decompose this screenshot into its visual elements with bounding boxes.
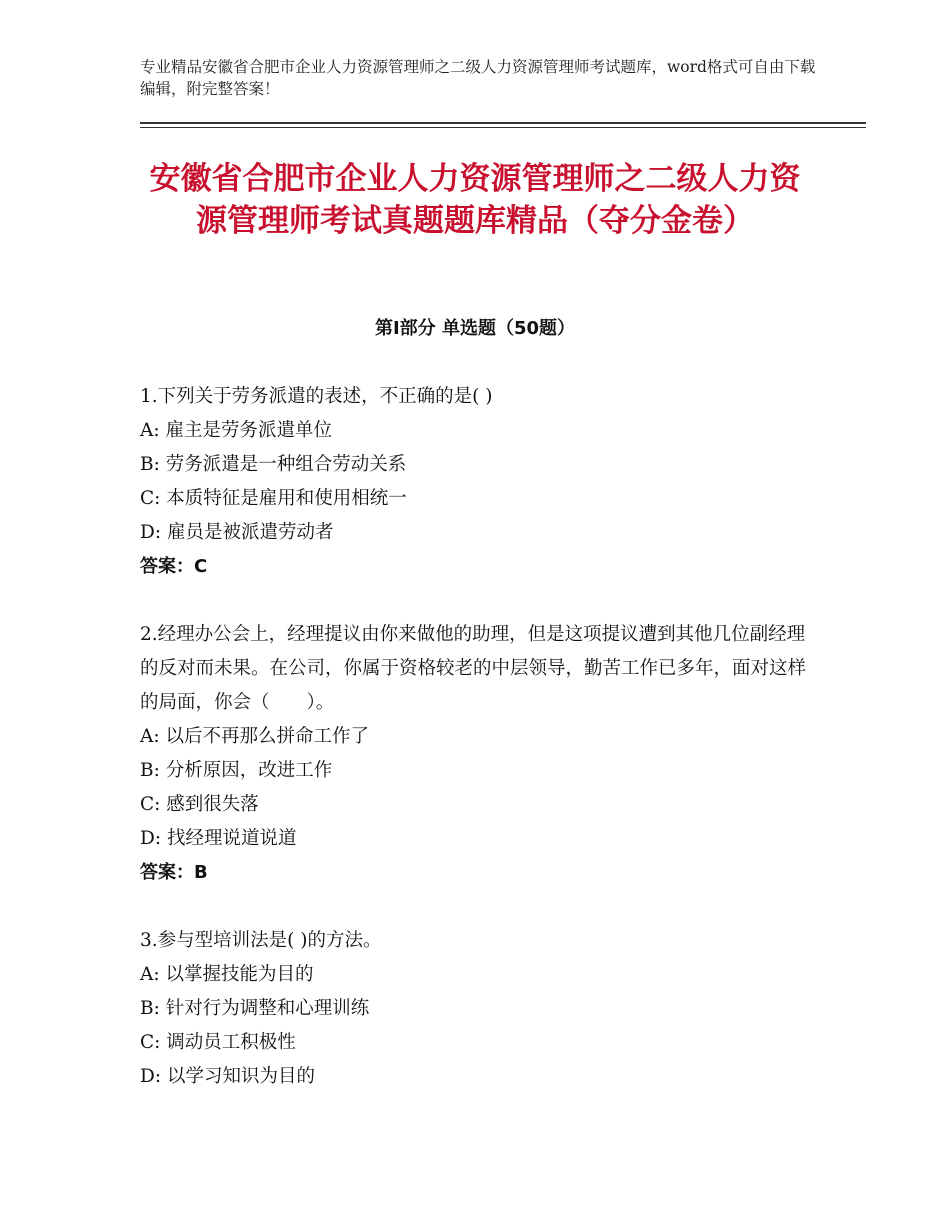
option-c: C: 本质特征是雇用和使用相统一	[140, 488, 407, 509]
question-stem: 3.参与型培训法是( )的方法。	[140, 930, 382, 951]
option-a: A: 以后不再那么拼命工作了	[140, 726, 369, 747]
option-d: D: 以学习知识为目的	[140, 1066, 315, 1087]
option-c: C: 调动员工积极性	[140, 1032, 296, 1053]
header-divider-thick	[140, 122, 866, 124]
option-b: B: 劳务派遣是一种组合劳动关系	[140, 454, 407, 475]
question-stem: 2.经理办公会上，经理提议由你来做他的助理，但是这项提议遭到其他几位副经理的反对而未果。在公司，你属于资格较老的中层领导，勤苦工作已多年，面对这样的局面，你会（ ）。	[140, 624, 807, 713]
question-stem: 1.下列关于劳务派遣的表述，不正确的是( )	[140, 386, 493, 407]
answer: 答案：B	[140, 862, 208, 883]
question-2	[140, 618, 810, 890]
option-a: A: 以掌握技能为目的	[140, 964, 314, 985]
question-3	[140, 924, 810, 1094]
option-b: B: 针对行为调整和心理训练	[140, 998, 370, 1019]
option-c: C: 感到很失落	[140, 794, 259, 815]
option-d: D: 找经理说道说道	[140, 828, 297, 849]
section-title: 第Ⅰ部分 单选题（50题）	[374, 318, 575, 339]
question-list	[140, 380, 810, 1128]
header-note: 专业精品安徽省合肥市企业人力资源管理师之二级人力资源管理师考试题库，word格式可自由下载编辑，附完整答案！	[140, 58, 816, 98]
option-b: B: 分析原因，改进工作	[140, 760, 333, 781]
option-a: A: 雇主是劳务派遣单位	[140, 420, 332, 441]
option-d: D: 雇员是被派遣劳动者	[140, 522, 334, 543]
header-divider-thin	[140, 127, 866, 128]
question-1	[140, 380, 810, 584]
document-title: 安徽省合肥市企业人力资源管理师之二级人力资源管理师考试真题题库精品（夺分金卷）	[149, 161, 801, 239]
answer: 答案：C	[140, 556, 208, 577]
